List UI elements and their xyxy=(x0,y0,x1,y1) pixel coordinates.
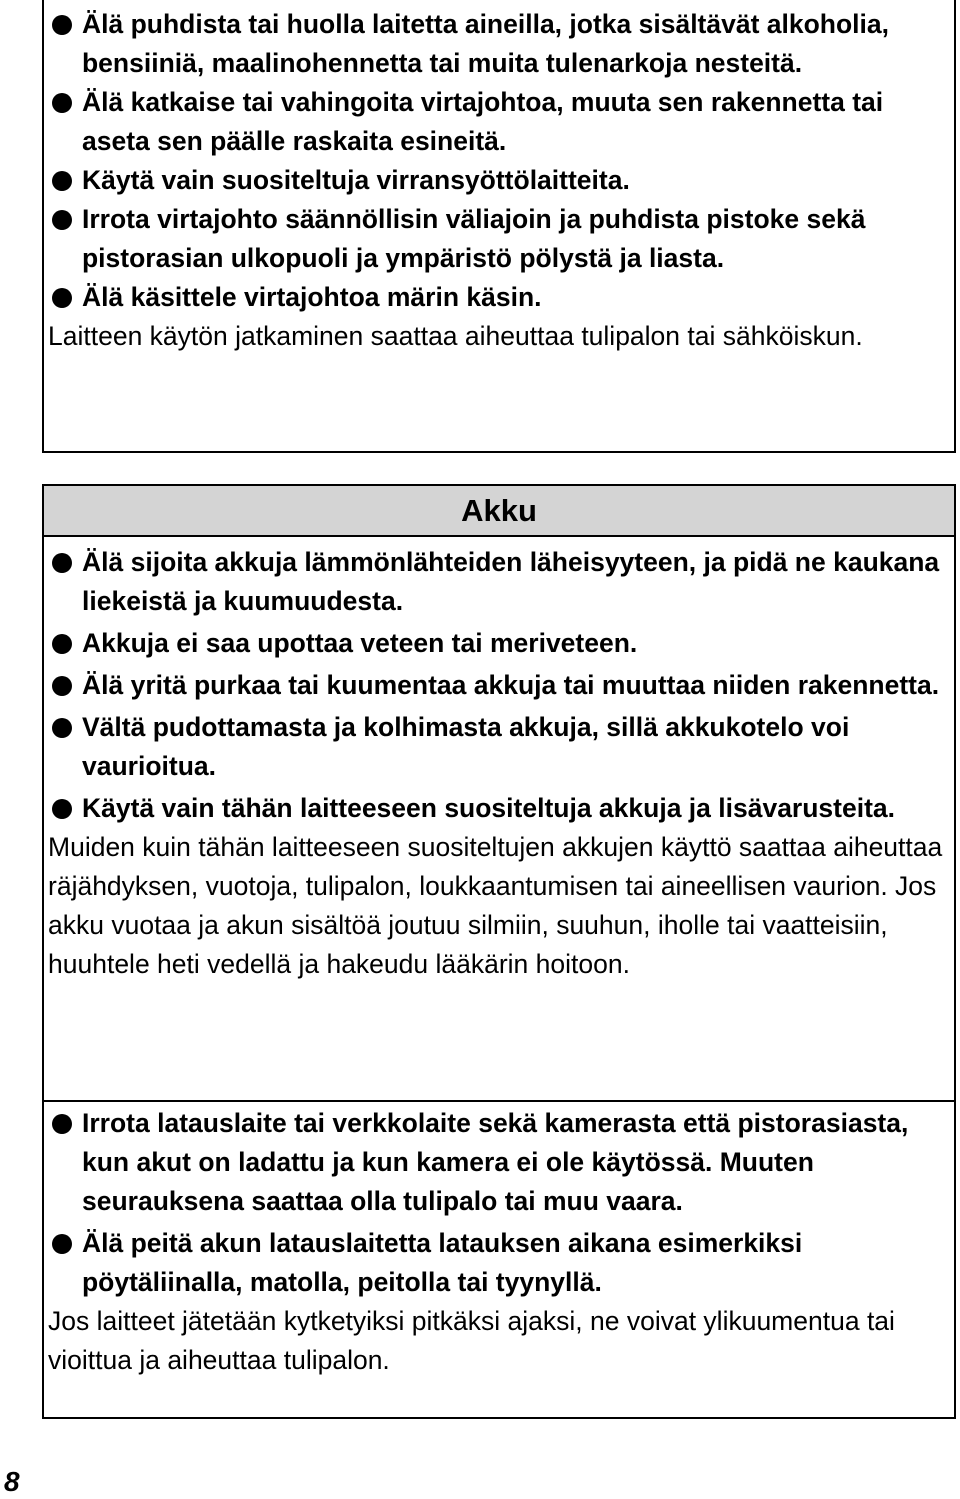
bullet-icon xyxy=(52,15,72,35)
bullet-icon xyxy=(52,553,72,573)
bullet-icon xyxy=(52,799,72,819)
list-item xyxy=(48,200,950,278)
list-item-text: Älä katkaise tai vahingoita virtajohtoa, muuta sen rakennetta tai aseta sen päälle raskaita esineitä. xyxy=(82,87,884,156)
warning-note: Laitteen käytön jatkaminen saattaa aiheuttaa tulipalon tai sähköiskun. xyxy=(48,321,863,351)
warning-box-content xyxy=(44,537,954,984)
list-item xyxy=(48,543,950,621)
list-item xyxy=(48,83,950,161)
list-item-text: Vältä pudottamasta ja kolhimasta akkuja, sillä akkukotelo voi vaurioitua. xyxy=(82,712,850,781)
bullet-icon xyxy=(52,288,72,308)
section-title: Akku xyxy=(44,486,954,537)
bullet-icon xyxy=(52,634,72,654)
list-item xyxy=(48,789,950,828)
list-item-text: Käytä vain tähän laitteeseen suositeltuja akkuja ja lisävarusteita. xyxy=(82,793,896,823)
list-item xyxy=(48,161,950,200)
charger-warning-box xyxy=(42,1102,956,1419)
warning-note: Jos laitteet jätetään kytketyiksi pitkäksi ajaksi, ne voivat ylikuumentua tai vioittua ja aiheuttaa tulipalon. xyxy=(48,1306,895,1375)
list-item-text: Irrota virtajohto säännöllisin väliajoin ja puhdista pistoke sekä pistorasian ulkopuoli ja ympäristö pölystä ja liasta. xyxy=(82,204,866,273)
warning-box-power xyxy=(42,0,956,453)
list-item-text: Käytä vain suositeltuja virransyöttölaitteita. xyxy=(82,165,630,195)
list-item xyxy=(48,278,950,317)
list-item xyxy=(48,5,950,83)
list-item xyxy=(48,1224,950,1302)
list-item xyxy=(48,708,950,786)
list-item xyxy=(48,624,950,663)
bullet-icon xyxy=(52,1114,72,1134)
warning-box-content xyxy=(44,0,954,356)
warning-note: Muiden kuin tähän laitteeseen suositeltujen akkujen käyttö saattaa aiheuttaa räjähdyksen, vuotoja, tulipalon, loukkaantumisen tai aineellisen vaurion. Jos akku vuotaa ja akun sisältöä joutuu silmiin, suuhun, iholle tai vaatteisiin, huuhtele heti vedellä ja hakeudu lääkärin hoitoon. xyxy=(48,832,943,979)
battery-warning-box xyxy=(42,484,956,1102)
list-item-text: Älä sijoita akkuja lämmönlähteiden läheisyyteen, ja pidä ne kaukana liekeistä ja kuumuudesta. xyxy=(82,547,940,616)
list-item-text: Akkuja ei saa upottaa veteen tai meriveteen. xyxy=(82,628,638,658)
list-item-text: Älä käsittele virtajohtoa märin käsin. xyxy=(82,282,542,312)
list-item xyxy=(48,1104,950,1221)
bullet-icon xyxy=(52,718,72,738)
list-item-text: Älä yritä purkaa tai kuumentaa akkuja tai muuttaa niiden rakennetta. xyxy=(82,670,940,700)
page-number: 8 xyxy=(4,1466,20,1497)
bullet-icon xyxy=(52,171,72,191)
list-item xyxy=(48,666,950,705)
list-item-text: Irrota latauslaite tai verkkolaite sekä kamerasta että pistorasiasta, kun akut on ladattu ja kun kamera ei ole käytössä. Muuten seurauksena saattaa olla tulipalo tai muu vaara. xyxy=(82,1108,909,1216)
bullet-icon xyxy=(52,676,72,696)
bullet-icon xyxy=(52,1234,72,1254)
list-item-text: Älä peitä akun latauslaitetta latauksen aikana esimerkiksi pöytäliinalla, matolla, peitolla tai tyynyllä. xyxy=(82,1228,803,1297)
bullet-icon xyxy=(52,210,72,230)
warning-box-content xyxy=(44,1102,954,1380)
list-item-text: Älä puhdista tai huolla laitetta aineilla, jotka sisältävät alkoholia, bensiiniä, maalinohennetta tai muita tulenarkoja nesteitä. xyxy=(82,9,890,78)
bullet-icon xyxy=(52,93,72,113)
